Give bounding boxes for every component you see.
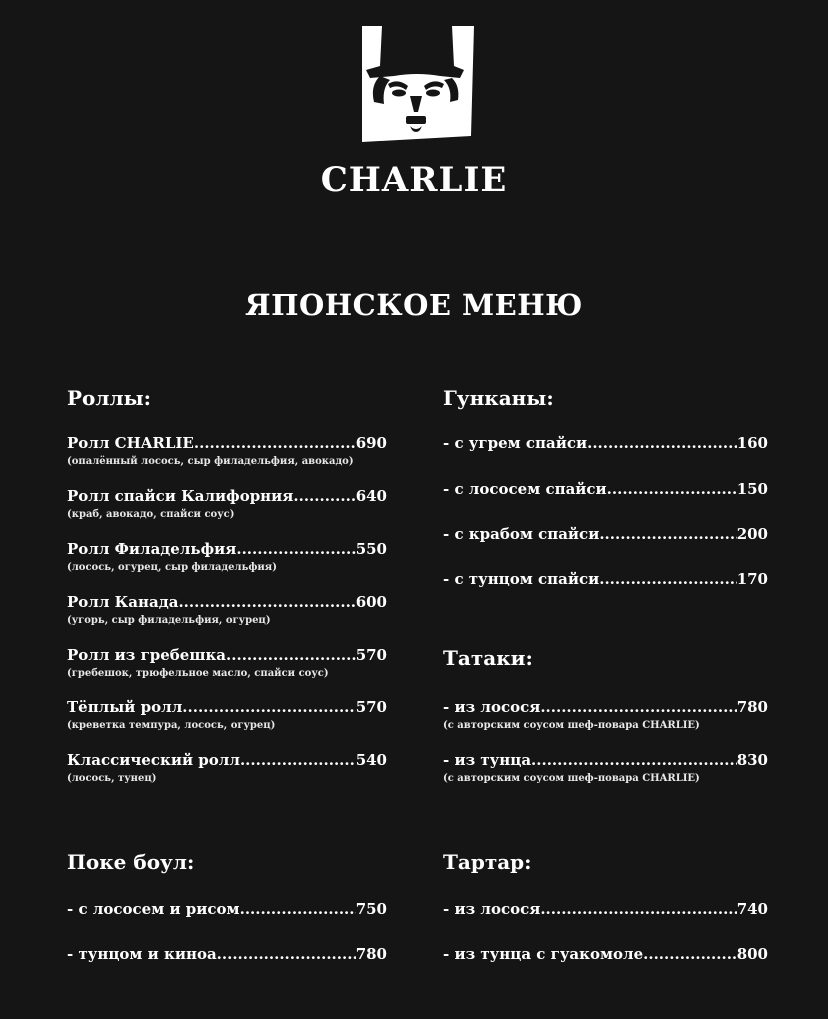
item-name: - с лососем и рисом xyxy=(67,900,240,918)
item-description: (лосось, огурец, сыр филадельфия) xyxy=(67,562,277,573)
menu-item xyxy=(67,945,387,963)
menu-item xyxy=(443,480,768,498)
poke-section xyxy=(67,848,387,968)
menu-item xyxy=(67,900,387,918)
item-name: - из лосося xyxy=(443,900,541,918)
item-price: 200 xyxy=(736,525,768,543)
item-description: (с авторским соусом шеф-повара CHARLIE) xyxy=(443,720,700,731)
item-price: 570 xyxy=(355,646,387,664)
menu-item xyxy=(443,945,768,963)
item-price: 740 xyxy=(736,900,768,918)
tartar-heading: Тартар: xyxy=(443,850,532,874)
menu-item xyxy=(443,525,768,543)
item-price: 160 xyxy=(736,434,768,452)
item-name: - с лососем спайси xyxy=(443,480,607,498)
charlie-logo xyxy=(360,26,474,144)
item-description: (краб, авокадо, спайси соус) xyxy=(67,509,235,520)
item-price: 150 xyxy=(736,480,768,498)
item-price: 830 xyxy=(736,751,768,769)
item-name: - из тунца с гуакомоле xyxy=(443,945,644,963)
menu-item xyxy=(443,570,768,588)
item-name: - из лосося xyxy=(443,698,541,716)
item-price: 690 xyxy=(355,434,387,452)
menu-item xyxy=(67,434,387,469)
menu-title: ЯПОНСКОЕ МЕНЮ xyxy=(245,288,583,322)
item-name: - из тунца xyxy=(443,751,532,769)
item-name: - с угрем спайси xyxy=(443,434,588,452)
item-name: - тунцом и киноа xyxy=(67,945,217,963)
menu-item xyxy=(443,751,768,786)
item-price: 780 xyxy=(355,945,387,963)
item-price: 800 xyxy=(736,945,768,963)
item-name: - с крабом спайси xyxy=(443,525,600,543)
item-description: (гребешок, трюфельное масло, спайси соус) xyxy=(67,668,329,679)
menu-item xyxy=(67,646,387,681)
menu-item xyxy=(443,900,768,918)
item-name: Ролл спайси Калифорния xyxy=(67,487,294,505)
tartar-section xyxy=(443,848,768,968)
item-price: 570 xyxy=(355,698,387,716)
item-description: (угорь, сыр филадельфия, огурец) xyxy=(67,615,271,626)
item-price: 640 xyxy=(355,487,387,505)
menu-item xyxy=(67,540,387,575)
item-price: 750 xyxy=(355,900,387,918)
poke-heading: Поке боул: xyxy=(67,850,195,874)
rolls-heading: Роллы: xyxy=(67,386,152,410)
item-name: Ролл CHARLIE xyxy=(67,434,194,452)
gunkans-heading: Гунканы: xyxy=(443,386,554,410)
tataki-section xyxy=(443,644,768,794)
item-name: Ролл из гребешка xyxy=(67,646,227,664)
item-name: Классический ролл xyxy=(67,751,240,769)
item-description: (креветка темпура, лосось, огурец) xyxy=(67,720,276,731)
menu-item xyxy=(67,593,387,628)
item-description: (с авторским соусом шеф-повара CHARLIE) xyxy=(443,773,700,784)
menu-item xyxy=(67,487,387,522)
item-price: 170 xyxy=(736,570,768,588)
item-name: - с тунцом спайси xyxy=(443,570,600,588)
brand-name: CHARLIE xyxy=(320,160,508,200)
menu-item xyxy=(443,434,768,452)
item-name: Ролл Канада xyxy=(67,593,179,611)
item-description: (опалённый лосось, сыр филадельфия, авокадо) xyxy=(67,456,354,467)
rolls-section xyxy=(67,384,387,804)
menu-item xyxy=(67,751,387,786)
item-name: Тёплый ролл xyxy=(67,698,183,716)
item-description: (лосось, тунец) xyxy=(67,773,157,784)
tataki-heading: Татаки: xyxy=(443,646,533,670)
gunkans-section xyxy=(443,384,768,604)
item-price: 600 xyxy=(355,593,387,611)
item-name: Ролл Филадельфия xyxy=(67,540,237,558)
item-price: 780 xyxy=(736,698,768,716)
item-price: 550 xyxy=(355,540,387,558)
item-price: 540 xyxy=(355,751,387,769)
menu-item xyxy=(67,698,387,733)
menu-item xyxy=(443,698,768,733)
